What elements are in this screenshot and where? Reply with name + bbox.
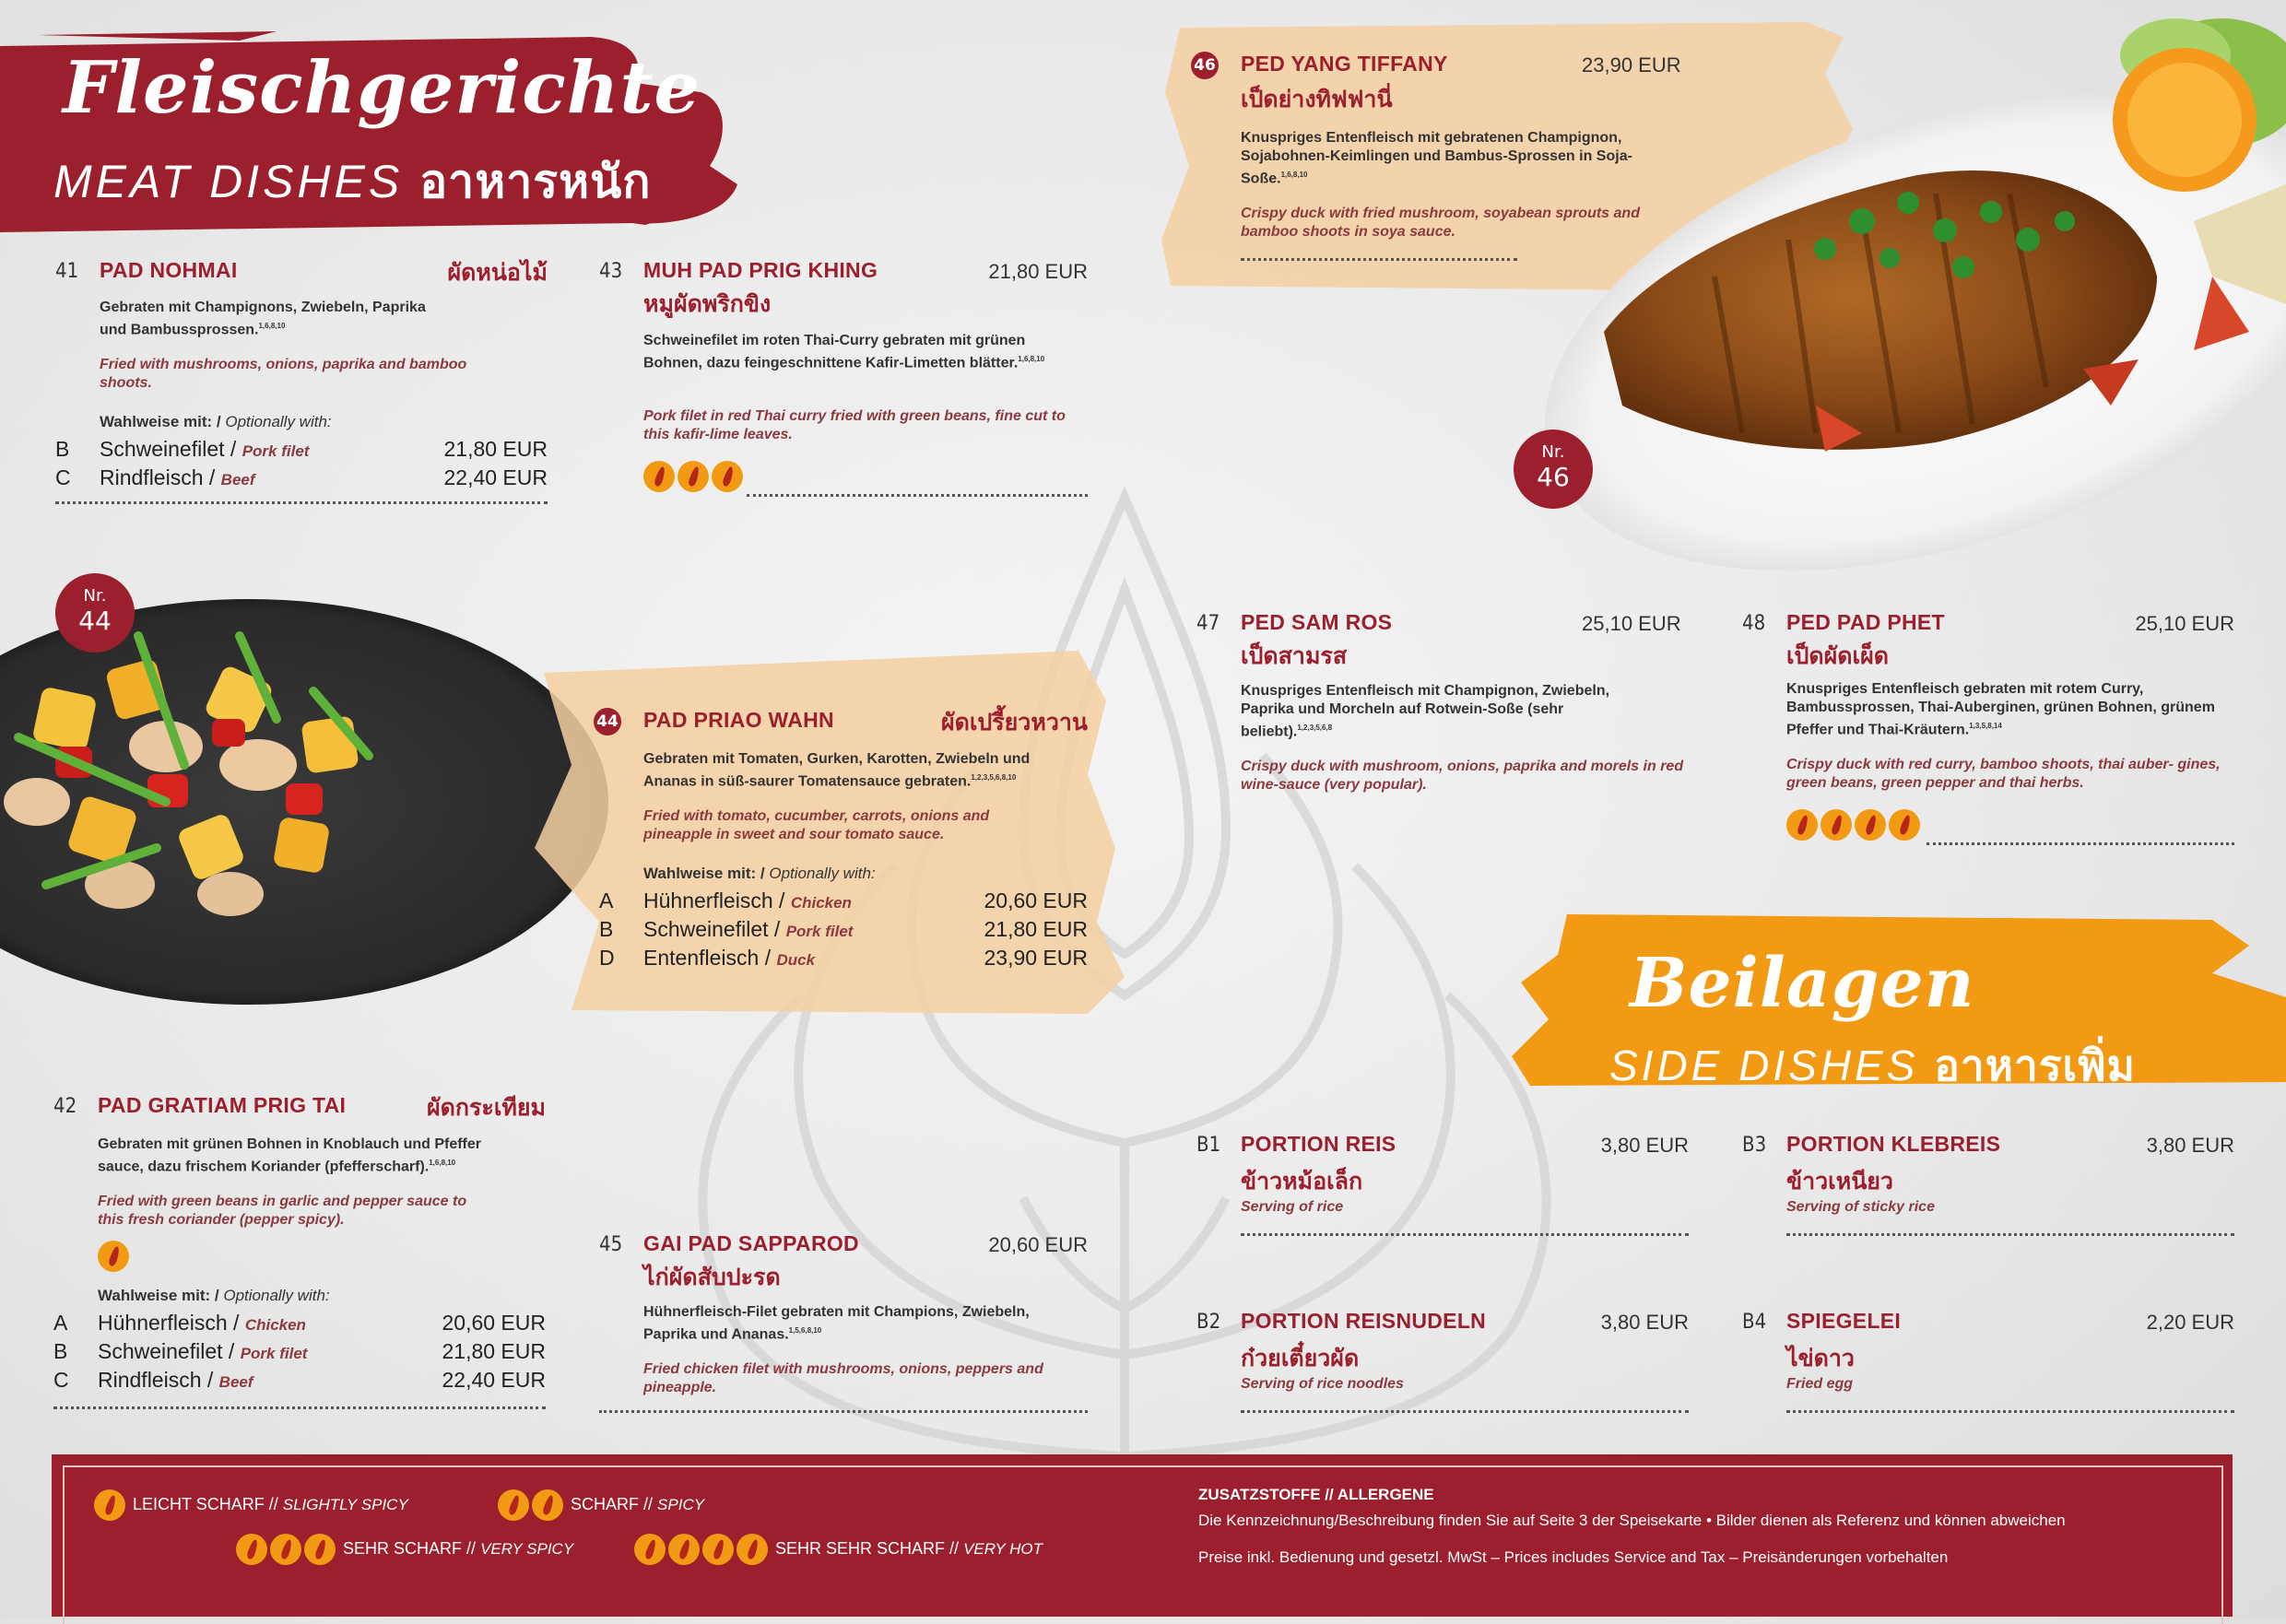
- sides-title: Beilagen: [1630, 944, 1975, 1023]
- dish-thai-name: ก๋วยเตี๋ยวผัด: [1241, 1345, 1360, 1371]
- dish-description: [643, 750, 1086, 791]
- option-price: 21,80 EUR: [984, 917, 1088, 941]
- dish-english: Fried with mushrooms, onions, paprika and bamboo shoots.: [100, 357, 467, 391]
- allergens-note: Die Kennzeichnung/Beschreibung finden Sie auf Seite 3 der Speisekarte • Bilder dienen als Referenz und können abweichen: [1198, 1512, 2066, 1529]
- side-b4: [1742, 1307, 2234, 1418]
- dish-name: GAI PAD SAPPAROD: [643, 1231, 859, 1255]
- chili-icon: [236, 1534, 267, 1565]
- dish-thai-name: ไก่ผัดสับปะรด: [643, 1264, 781, 1290]
- option-name-en: Pork filet: [240, 1345, 308, 1362]
- chili-icon: [736, 1534, 768, 1565]
- legend-label-en: VERY SPICY: [480, 1539, 574, 1558]
- option-name: Rindfleisch / Beef: [98, 1368, 253, 1392]
- chili-icon: [98, 1241, 129, 1272]
- option-row: [599, 888, 1088, 916]
- dish-english: Fried chicken filet with mushrooms, onions, peppers and pineapple.: [643, 1361, 1043, 1395]
- option-price: 20,60 EUR: [442, 1311, 546, 1335]
- sides-subtitle-thai: อาหารเพิ่ม: [1934, 1041, 2136, 1089]
- options-label-en: Optionally with:: [225, 413, 332, 430]
- divider: [1786, 1233, 2234, 1236]
- chili-icon: [634, 1534, 666, 1565]
- option-name-en: Duck: [776, 951, 816, 969]
- spice-level-4: [1786, 809, 1923, 841]
- dish-thai-name: ไข่ดาว: [1786, 1345, 1855, 1371]
- dish-41: [55, 256, 548, 507]
- dish-price: 23,90 EUR: [1582, 53, 1681, 76]
- dish-44: [594, 706, 1088, 983]
- chili-icon: [1821, 809, 1852, 841]
- price-note: Preise inkl. Bedienung und gesetzl. MwSt – Prices includes Service and Tax – Preisänderungen vorbehalten: [1198, 1548, 1949, 1566]
- dish-english: Serving of rice noodles: [1241, 1376, 1404, 1392]
- allergen-codes: 1,2,3,5,6,8,10: [971, 773, 1017, 782]
- divider: [1241, 258, 1517, 261]
- meat-subtitle-thai: อาหารหนัก: [419, 156, 652, 207]
- option-letter: C: [53, 1368, 69, 1392]
- option-price: 21,80 EUR: [443, 437, 548, 461]
- legend-label-en: SPICY: [657, 1495, 705, 1513]
- description-text: Gebraten mit grünen Bohnen in Knoblauch und Pfeffer sauce, dazu frischem Koriander (pfefferscharf).: [98, 1136, 482, 1175]
- chili-icon: [532, 1489, 563, 1521]
- dish-english: Fried with tomato, cucumber, carrots, onions and pineapple in sweet and sour tomato sauce.: [643, 808, 990, 842]
- options-label: Wahlweise mit: /: [100, 413, 221, 430]
- option-letter: D: [599, 946, 615, 970]
- meat-subtitle-en: MEAT DISHES: [53, 156, 404, 207]
- legend-label-de: SEHR SEHR SCHARF //: [775, 1538, 960, 1558]
- option-price: 22,40 EUR: [443, 465, 548, 489]
- dish-number: 47: [1196, 612, 1220, 635]
- badge-number: 46: [1537, 462, 1570, 492]
- chili-icon: [304, 1534, 336, 1565]
- dish-description: [100, 299, 431, 339]
- divider: [599, 1410, 1088, 1413]
- chili-icon: [712, 461, 743, 492]
- chili-icon: [1855, 809, 1886, 841]
- allergen-codes: 1,6,8,10: [429, 1159, 456, 1167]
- dish-thai-name: ผัดหน่อไม้: [447, 259, 548, 286]
- allergen-codes: 1,5,6,8,10: [788, 1326, 822, 1335]
- dish-number: 42: [53, 1095, 77, 1118]
- dish-name: PAD NOHMAI: [100, 258, 238, 282]
- legend-label-de: LEICHT SCHARF //: [133, 1494, 278, 1513]
- divider: [1927, 842, 2234, 845]
- option-name-en: Beef: [218, 1373, 253, 1391]
- dish-45: [599, 1230, 1088, 1414]
- dish-number: 45: [599, 1233, 623, 1256]
- option-letter: B: [599, 917, 614, 941]
- dish-description: [643, 332, 1067, 372]
- dish-price: 3,80 EUR: [1600, 1134, 1689, 1157]
- options-label-en: Optionally with:: [223, 1287, 330, 1304]
- option-letter: B: [55, 437, 70, 461]
- divider: [55, 501, 548, 504]
- dish-name: SPIEGELEI: [1786, 1309, 1902, 1333]
- dish-price: 25,10 EUR: [2135, 612, 2234, 635]
- options-heading: [98, 1287, 330, 1305]
- option-name: Entenfleisch / Duck: [643, 946, 816, 970]
- legend-label-de: SCHARF //: [571, 1494, 654, 1513]
- dish-number: 48: [1742, 612, 1766, 635]
- option-row: [599, 917, 1088, 945]
- dish-thai-name: ข้าวเหนียว: [1786, 1168, 1893, 1194]
- option-name-en: Beef: [220, 471, 255, 488]
- side-b2: [1196, 1307, 1689, 1418]
- dish-name: PED PAD PHET: [1786, 610, 1945, 634]
- option-name-en: Chicken: [790, 894, 852, 912]
- option-name-de: Rindfleisch: [100, 465, 204, 489]
- option-name-de: Hühnerfleisch: [98, 1311, 228, 1335]
- dish-name: PED SAM ROS: [1241, 610, 1393, 634]
- dish-thai-name: เป็ดสามรส: [1241, 642, 1348, 669]
- dish-price: 3,80 EUR: [2146, 1134, 2234, 1157]
- chili-icon: [498, 1489, 529, 1521]
- dish-name: PAD GRATIAM PRIG TAI: [98, 1093, 347, 1117]
- divider: [53, 1406, 546, 1409]
- dish-43: [599, 256, 1088, 498]
- dish-number: B1: [1196, 1134, 1221, 1157]
- dish-english: Fried with green beans in garlic and pepper sauce to this fresh coriander (pepper spicy).: [98, 1194, 467, 1228]
- chili-icon: [94, 1489, 125, 1521]
- dish-english: Pork filet in red Thai curry fried with green beans, fine cut to this kafir-lime leaves.: [643, 408, 1066, 442]
- side-b1: [1196, 1130, 1689, 1241]
- legend-spicy: [498, 1489, 704, 1521]
- dish-english: Serving of sticky rice: [1786, 1199, 1935, 1215]
- dish-price: 21,80 EUR: [988, 260, 1088, 283]
- option-name-de: Hühnerfleisch: [643, 888, 773, 912]
- option-letter: A: [53, 1311, 68, 1335]
- option-letter: C: [55, 465, 71, 489]
- dish-name: PED YANG TIFFANY: [1241, 52, 1448, 76]
- option-row: [599, 946, 1088, 973]
- sides-subtitle: [1609, 1032, 2136, 1100]
- photo-badge-44: [55, 573, 135, 653]
- dish-number: B3: [1742, 1134, 1767, 1157]
- option-letter: B: [53, 1339, 68, 1363]
- allergen-codes: 1,6,8,10: [258, 322, 286, 330]
- dish-number: B2: [1196, 1311, 1221, 1334]
- dish-thai-name: ผัดกระเทียม: [426, 1094, 546, 1121]
- chili-icon: [270, 1534, 301, 1565]
- option-name-de: Entenfleisch: [643, 946, 760, 970]
- allergen-codes: 1,2,3,5,6,8: [1297, 724, 1333, 732]
- divider: [1241, 1233, 1689, 1236]
- option-row: [53, 1368, 546, 1395]
- option-row: [55, 465, 548, 493]
- dish-number: 41: [55, 260, 79, 283]
- chili-icon: [702, 1534, 734, 1565]
- option-name-de: Schweinefilet: [100, 437, 225, 461]
- option-row: [53, 1339, 546, 1367]
- description-text: Knuspriges Entenfleisch mit Champignon, Zwiebeln, Paprika und Morcheln auf Rotwein-Soße (sehr beliebt).: [1241, 683, 1610, 740]
- sides-subtitle-en: SIDE DISHES: [1609, 1041, 1919, 1089]
- options-label-en: Optionally with:: [769, 865, 876, 882]
- option-price: 22,40 EUR: [442, 1368, 546, 1392]
- allergen-codes: 1,6,8,10: [1018, 355, 1045, 363]
- option-name: Schweinefilet / Pork filet: [100, 437, 310, 461]
- badge-label: Nr.: [1541, 442, 1565, 462]
- divider: [1241, 1410, 1689, 1413]
- dish-name: PORTION KLEBREIS: [1786, 1132, 2001, 1156]
- dish-description: [1786, 680, 2220, 739]
- badge-label: Nr.: [83, 586, 107, 606]
- legend-label-en: SLIGHTLY SPICY: [282, 1495, 408, 1513]
- meat-subtitle: [53, 146, 652, 218]
- option-name: Schweinefilet / Pork filet: [98, 1339, 308, 1363]
- side-b3: [1742, 1130, 2234, 1241]
- dish-48: [1742, 608, 2234, 848]
- allergens-heading: ZUSATZSTOFFE // ALLERGENE: [1198, 1486, 1434, 1503]
- dish-price: 3,80 EUR: [1600, 1311, 1689, 1334]
- option-name-en: Pork filet: [242, 442, 310, 460]
- dish-thai-name: เป็ดย่างทิฟฟานี่: [1241, 86, 1393, 112]
- dish-name: PAD PRIAO WAHN: [643, 708, 834, 732]
- option-name-de: Rindfleisch: [98, 1368, 202, 1392]
- dish-english: Crispy duck with red curry, bamboo shoots, thai auber- gines, green beans, green pepper and thai herbs.: [1786, 757, 2221, 791]
- description-text: Gebraten mit Champignons, Zwiebeln, Paprika und Bambussprossen.: [100, 300, 426, 338]
- option-name-en: Pork filet: [785, 923, 854, 940]
- dish-description: [643, 1303, 1077, 1344]
- option-row: [53, 1311, 546, 1338]
- dish-price: 25,10 EUR: [1582, 612, 1681, 635]
- chili-icon: [1889, 809, 1920, 841]
- legend-very-spicy: [236, 1534, 573, 1565]
- dish-price: 20,60 EUR: [988, 1233, 1088, 1256]
- option-row: [55, 437, 548, 465]
- chili-icon: [643, 461, 675, 492]
- legend-label-en: VERY HOT: [963, 1539, 1043, 1558]
- option-name: Hühnerfleisch / Chicken: [98, 1311, 306, 1335]
- dish-english: Crispy duck with fried mushroom, soyabean sprouts and bamboo shoots in soya sauce.: [1241, 206, 1640, 240]
- chili-icon: [668, 1534, 700, 1565]
- dish-number: B4: [1742, 1311, 1767, 1334]
- description-text: Knuspriges Entenfleisch gebraten mit rotem Curry, Bambussprossen, Thai-Auberginen, grünen Bohnen, grünem Pfeffer und Thai-Kräutern.: [1786, 681, 2215, 738]
- options-label: Wahlweise mit: /: [98, 1287, 219, 1304]
- options-heading: [100, 413, 332, 431]
- dish-description: [1241, 682, 1646, 741]
- dish-number: 43: [599, 260, 623, 283]
- description-text: Gebraten mit Tomaten, Gurken, Karotten, Zwiebeln und Ananas in süß-saurer Tomatensauce gebraten.: [643, 751, 1031, 790]
- option-name: Schweinefilet / Pork filet: [643, 917, 854, 941]
- option-name-de: Schweinefilet: [643, 917, 769, 941]
- allergen-codes: 1,3,5,8,14: [1969, 722, 2002, 730]
- dish-thai-name: หมูผัดพริกขิง: [643, 290, 772, 317]
- dish-description: [98, 1136, 531, 1176]
- dish-english: Serving of rice: [1241, 1199, 1344, 1215]
- dish-thai-name: ข้าวหม้อเล็ก: [1241, 1168, 1363, 1194]
- dish-name: PORTION REIS: [1241, 1132, 1396, 1156]
- option-name: Hühnerfleisch / Chicken: [643, 888, 852, 912]
- chili-icon: [678, 461, 709, 492]
- option-name-de: Schweinefilet: [98, 1339, 223, 1363]
- spice-level-1: [98, 1241, 132, 1272]
- option-price: 20,60 EUR: [984, 888, 1088, 912]
- photo-crispy-duck: [1512, 0, 2286, 581]
- divider: [1786, 1410, 2234, 1413]
- allergen-codes: 1,6,8,10: [1280, 171, 1308, 179]
- photo-badge-46: [1514, 430, 1593, 509]
- dish-price: 2,20 EUR: [2146, 1311, 2234, 1334]
- description-text: Knuspriges Entenfleisch mit gebratenen Champignon, Sojabohnen-Keimlingen und Bambus-Sprossen in Soja-Soße.: [1241, 130, 1632, 187]
- badge-number: 44: [78, 606, 112, 636]
- dish-name: MUH PAD PRIG KHING: [643, 258, 878, 282]
- legend-label-de: SEHR SCHARF //: [343, 1538, 477, 1558]
- divider: [747, 494, 1088, 497]
- dish-47: [1196, 608, 1694, 811]
- option-letter: A: [599, 888, 614, 912]
- options-heading: [643, 865, 876, 883]
- dish-number-badge: 44: [594, 708, 621, 736]
- option-name: Rindfleisch / Beef: [100, 465, 255, 489]
- option-price: 21,80 EUR: [442, 1339, 546, 1363]
- dish-english: Crispy duck with mushroom, onions, paprika and morels in red wine-sauce (very popular).: [1241, 759, 1684, 793]
- option-price: 23,90 EUR: [984, 946, 1088, 970]
- spice-level-3: [643, 461, 746, 492]
- legend-very-hot: [634, 1534, 1043, 1565]
- description-text: Hühnerfleisch-Filet gebraten mit Champions, Zwiebeln, Paprika und Ananas.: [643, 1304, 1030, 1343]
- dish-thai-name: ผัดเปรี้ยวหวาน: [940, 709, 1088, 736]
- footer-bar: [52, 1454, 2233, 1617]
- dish-42: [53, 1091, 546, 1414]
- dish-name: PORTION REISNUDELN: [1241, 1309, 1487, 1333]
- dish-english: Fried egg: [1786, 1376, 1854, 1392]
- chili-icon: [1786, 809, 1818, 841]
- dish-thai-name: เป็ดผัดเผ็ด: [1786, 642, 1889, 669]
- description-text: Schweinefilet im roten Thai-Curry gebraten mit grünen Bohnen, dazu feingeschnittene Kafir-Limetten blätter.: [643, 333, 1026, 371]
- dish-number-badge: 46: [1191, 52, 1219, 79]
- options-label: Wahlweise mit: /: [643, 865, 765, 882]
- option-name-en: Chicken: [244, 1316, 306, 1334]
- meat-title: Fleischgerichte: [63, 46, 701, 130]
- legend-slightly-spicy: [94, 1489, 408, 1521]
